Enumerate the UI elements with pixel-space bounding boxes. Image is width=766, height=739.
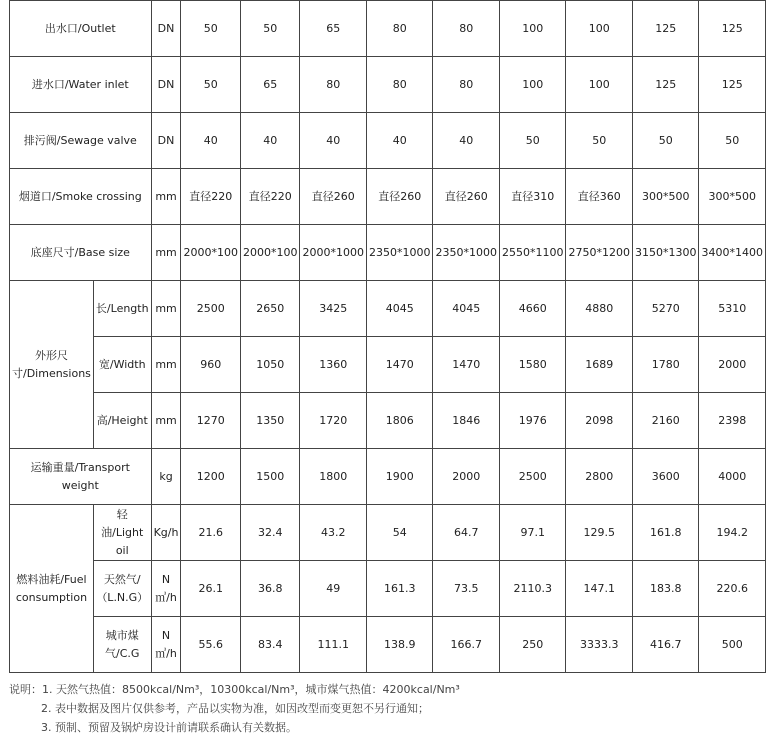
unit-cell: DN bbox=[151, 113, 181, 169]
value-cell: 2350*1000 bbox=[366, 225, 433, 281]
value-cell: 1976 bbox=[499, 393, 566, 449]
value-cell: 65 bbox=[240, 57, 300, 113]
value-cell: 65 bbox=[300, 1, 367, 57]
value-cell: 2750*1200 bbox=[566, 225, 633, 281]
value-cell: 50 bbox=[181, 57, 241, 113]
value-cell: 直径260 bbox=[433, 169, 500, 225]
value-cell: 161.3 bbox=[366, 561, 433, 617]
table-row bbox=[10, 337, 766, 393]
value-cell: 26.1 bbox=[181, 561, 241, 617]
value-cell: 55.6 bbox=[181, 617, 241, 673]
value-cell: 5270 bbox=[632, 281, 699, 337]
value-cell: 100 bbox=[499, 1, 566, 57]
value-cell: 2000*100 bbox=[240, 225, 300, 281]
value-cell: 2500 bbox=[499, 449, 566, 505]
table-row bbox=[10, 561, 766, 617]
note-line: 说明：1. 天然气热值：8500kcal/Nm³，10300kcal/Nm³，城市煤气热值：4200kcal/Nm³ bbox=[9, 683, 460, 696]
value-cell: 2000*100 bbox=[181, 225, 241, 281]
note-line: 3. 预制、预留及锅炉房设计前请联系确认有关数据。 bbox=[41, 721, 297, 734]
value-cell: 50 bbox=[181, 1, 241, 57]
unit-cell: N㎥/h bbox=[151, 561, 181, 617]
value-cell: 960 bbox=[181, 337, 241, 393]
value-cell: 1689 bbox=[566, 337, 633, 393]
value-cell: 1780 bbox=[632, 337, 699, 393]
unit-cell: mm bbox=[151, 337, 181, 393]
table-row bbox=[10, 1, 766, 57]
value-cell: 1200 bbox=[181, 449, 241, 505]
spec-table-body bbox=[10, 1, 766, 673]
value-cell: 125 bbox=[699, 1, 766, 57]
value-cell: 300*500 bbox=[632, 169, 699, 225]
value-cell: 2550*1100 bbox=[499, 225, 566, 281]
spec-table bbox=[9, 0, 766, 673]
value-cell: 166.7 bbox=[433, 617, 500, 673]
value-cell: 1580 bbox=[499, 337, 566, 393]
value-cell: 161.8 bbox=[632, 505, 699, 561]
value-cell: 80 bbox=[433, 1, 500, 57]
value-cell: 49 bbox=[300, 561, 367, 617]
value-cell: 4660 bbox=[499, 281, 566, 337]
value-cell: 50 bbox=[699, 113, 766, 169]
note-line: 2. 表中数据及图片仅供参考，产品以实物为准，如因改型而变更恕不另行通知； bbox=[41, 702, 429, 715]
unit-cell: Kg/h bbox=[151, 505, 181, 561]
value-cell: 500 bbox=[699, 617, 766, 673]
unit-cell: N㎥/h bbox=[151, 617, 181, 673]
row-label: 排污阀/Sewage valve bbox=[10, 113, 152, 169]
value-cell: 1846 bbox=[433, 393, 500, 449]
value-cell: 125 bbox=[632, 57, 699, 113]
value-cell: 3600 bbox=[632, 449, 699, 505]
group-label: 燃料油耗/Fuel consumption bbox=[10, 505, 94, 673]
value-cell: 125 bbox=[632, 1, 699, 57]
value-cell: 80 bbox=[366, 1, 433, 57]
value-cell: 32.4 bbox=[240, 505, 300, 561]
row-label: 宽/Width bbox=[93, 337, 151, 393]
value-cell: 2800 bbox=[566, 449, 633, 505]
value-cell: 1800 bbox=[300, 449, 367, 505]
value-cell: 1360 bbox=[300, 337, 367, 393]
value-cell: 97.1 bbox=[499, 505, 566, 561]
value-cell: 250 bbox=[499, 617, 566, 673]
value-cell: 1050 bbox=[240, 337, 300, 393]
value-cell: 21.6 bbox=[181, 505, 241, 561]
table-row bbox=[10, 449, 766, 505]
value-cell: 2098 bbox=[566, 393, 633, 449]
value-cell: 4880 bbox=[566, 281, 633, 337]
row-label: 底座尺寸/Base size bbox=[10, 225, 152, 281]
value-cell: 129.5 bbox=[566, 505, 633, 561]
unit-cell: mm bbox=[151, 281, 181, 337]
value-cell: 2350*1000 bbox=[433, 225, 500, 281]
value-cell: 183.8 bbox=[632, 561, 699, 617]
value-cell: 64.7 bbox=[433, 505, 500, 561]
value-cell: 100 bbox=[566, 1, 633, 57]
value-cell: 138.9 bbox=[366, 617, 433, 673]
value-cell: 直径220 bbox=[181, 169, 241, 225]
value-cell: 40 bbox=[181, 113, 241, 169]
row-label: 高/Height bbox=[93, 393, 151, 449]
value-cell: 2500 bbox=[181, 281, 241, 337]
unit-cell: mm bbox=[151, 393, 181, 449]
value-cell: 50 bbox=[566, 113, 633, 169]
value-cell: 2110.3 bbox=[499, 561, 566, 617]
row-label: 天然气/（L.N.G） bbox=[93, 561, 151, 617]
value-cell: 4045 bbox=[433, 281, 500, 337]
row-label: 城市煤气/C.G bbox=[93, 617, 151, 673]
value-cell: 220.6 bbox=[699, 561, 766, 617]
value-cell: 1900 bbox=[366, 449, 433, 505]
value-cell: 54 bbox=[366, 505, 433, 561]
value-cell: 125 bbox=[699, 57, 766, 113]
unit-cell: mm bbox=[151, 225, 181, 281]
value-cell: 1720 bbox=[300, 393, 367, 449]
value-cell: 111.1 bbox=[300, 617, 367, 673]
value-cell: 直径310 bbox=[499, 169, 566, 225]
row-label: 出水口/Outlet bbox=[10, 1, 152, 57]
table-row bbox=[10, 617, 766, 673]
value-cell: 4045 bbox=[366, 281, 433, 337]
value-cell: 1350 bbox=[240, 393, 300, 449]
value-cell: 2398 bbox=[699, 393, 766, 449]
value-cell: 3400*1400 bbox=[699, 225, 766, 281]
value-cell: 2160 bbox=[632, 393, 699, 449]
value-cell: 80 bbox=[300, 57, 367, 113]
value-cell: 43.2 bbox=[300, 505, 367, 561]
notes bbox=[9, 680, 744, 737]
value-cell: 4000 bbox=[699, 449, 766, 505]
row-label: 进水口/Water inlet bbox=[10, 57, 152, 113]
value-cell: 50 bbox=[240, 1, 300, 57]
unit-cell: DN bbox=[151, 57, 181, 113]
unit-cell: kg bbox=[151, 449, 181, 505]
value-cell: 194.2 bbox=[699, 505, 766, 561]
value-cell: 1470 bbox=[433, 337, 500, 393]
value-cell: 300*500 bbox=[699, 169, 766, 225]
value-cell: 83.4 bbox=[240, 617, 300, 673]
value-cell: 1806 bbox=[366, 393, 433, 449]
group-label: 外形尺寸/Dimensions bbox=[10, 281, 94, 449]
table-row bbox=[10, 281, 766, 337]
value-cell: 50 bbox=[632, 113, 699, 169]
row-label: 轻油/Light oil bbox=[93, 505, 151, 561]
value-cell: 36.8 bbox=[240, 561, 300, 617]
row-label: 烟道口/Smoke crossing bbox=[10, 169, 152, 225]
table-row bbox=[10, 225, 766, 281]
value-cell: 40 bbox=[240, 113, 300, 169]
unit-cell: mm bbox=[151, 169, 181, 225]
value-cell: 40 bbox=[366, 113, 433, 169]
value-cell: 80 bbox=[366, 57, 433, 113]
value-cell: 直径260 bbox=[366, 169, 433, 225]
value-cell: 416.7 bbox=[632, 617, 699, 673]
table-row bbox=[10, 393, 766, 449]
value-cell: 100 bbox=[566, 57, 633, 113]
value-cell: 100 bbox=[499, 57, 566, 113]
value-cell: 直径260 bbox=[300, 169, 367, 225]
table-row bbox=[10, 113, 766, 169]
value-cell: 2000 bbox=[433, 449, 500, 505]
row-label: 长/Length bbox=[93, 281, 151, 337]
value-cell: 80 bbox=[433, 57, 500, 113]
value-cell: 2000 bbox=[699, 337, 766, 393]
value-cell: 直径360 bbox=[566, 169, 633, 225]
value-cell: 2650 bbox=[240, 281, 300, 337]
value-cell: 40 bbox=[433, 113, 500, 169]
value-cell: 50 bbox=[499, 113, 566, 169]
value-cell: 1500 bbox=[240, 449, 300, 505]
row-label: 运输重量/Transport weight bbox=[10, 449, 152, 505]
value-cell: 1270 bbox=[181, 393, 241, 449]
unit-cell: DN bbox=[151, 1, 181, 57]
table-row bbox=[10, 505, 766, 561]
value-cell: 3425 bbox=[300, 281, 367, 337]
value-cell: 5310 bbox=[699, 281, 766, 337]
value-cell: 3150*1300 bbox=[632, 225, 699, 281]
value-cell: 147.1 bbox=[566, 561, 633, 617]
value-cell: 2000*1000 bbox=[300, 225, 367, 281]
value-cell: 73.5 bbox=[433, 561, 500, 617]
value-cell: 3333.3 bbox=[566, 617, 633, 673]
table-row bbox=[10, 57, 766, 113]
value-cell: 直径220 bbox=[240, 169, 300, 225]
value-cell: 1470 bbox=[366, 337, 433, 393]
value-cell: 40 bbox=[300, 113, 367, 169]
table-row bbox=[10, 169, 766, 225]
